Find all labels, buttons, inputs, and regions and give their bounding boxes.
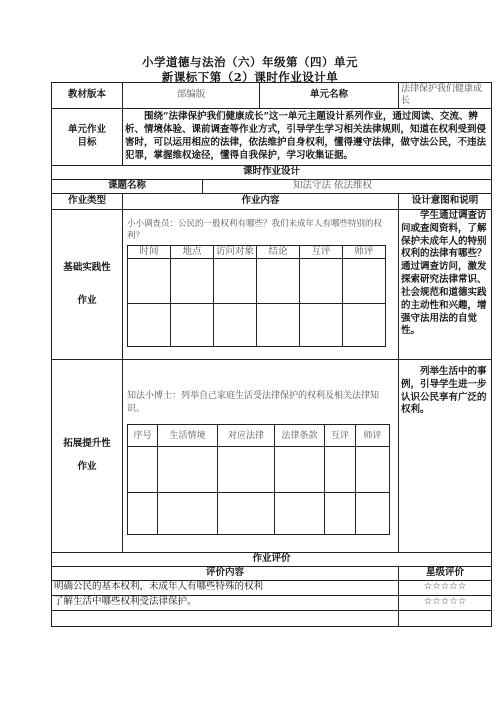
task1-cell[interactable] (171, 304, 214, 347)
task2-header-number: 序号 (128, 425, 158, 447)
task2-type-line2: 作业 (77, 461, 97, 472)
task2-type-line1: 拓展提升性 (63, 438, 111, 450)
textbook-value: 部编版 (123, 83, 260, 109)
task1-question: 小小调查员：公民的一般权利有哪些？我们未成年人有哪些特别的权利？ (127, 219, 383, 242)
document-subtitle: 新课标下第（2）课时作业设计单 (161, 70, 339, 84)
task2-header-peer-review: 互评 (325, 425, 356, 447)
task1-type-line2: 作业 (77, 294, 97, 306)
task1-header-interviewee: 访问对象 (214, 245, 257, 259)
task2-question: 知法小博士：列举自己家庭生活受法律保护的权利及相关法律知识。 (127, 391, 380, 415)
evaluation-row-2-stars[interactable]: ☆☆☆☆☆ (399, 595, 492, 610)
task2-cell[interactable] (158, 493, 218, 535)
task2-cell[interactable] (325, 447, 356, 493)
task1-cell[interactable] (214, 304, 257, 347)
task2-cell[interactable] (218, 447, 275, 493)
unit-name-value: 法律保护我们健康成长 (399, 83, 492, 109)
col-header-type: 作业类型 (52, 194, 123, 210)
task1-intent: 学生通过调查访问或查阅资料，了解保护未成年人的特别权利的法律有哪些？通过调查访问，激发探索研究法律常识、社会规范和道德实践的主动性和兴趣，增强守法用法的自觉性。 (399, 210, 492, 360)
task1-cell[interactable] (128, 259, 171, 304)
task2-rights-table (127, 424, 390, 535)
unit-goal-label-line1: 单元作业 (67, 124, 106, 136)
unit-name-label: 单元名称 (260, 83, 399, 109)
task2-cell[interactable] (356, 447, 390, 493)
task1-cell[interactable] (300, 259, 343, 304)
evaluation-col-content: 评价内容 (52, 567, 399, 581)
textbook-label: 教材版本 (52, 83, 123, 109)
task2-cell[interactable] (275, 447, 325, 493)
task1-header-teacher-review: 师评 (343, 245, 386, 259)
col-header-content: 作业内容 (123, 194, 399, 210)
task1-survey-table (127, 245, 386, 348)
task2-cell[interactable] (356, 493, 390, 535)
unit-goal-text: 围绕“法律保护我们健康成长”这一单元主题设计系列作业，通过阅读、交流、辨析、情境体验、课前调查等作业方式，引导学生学习相关法律规则，知道在权利受到侵害时，可以运用相应的法律，依法维护自身权利，懂得遵守法律，做守法公民，不违法犯罪，掌握维权途径，懂得自我保护，学习收集证据。 (123, 109, 492, 166)
task1-cell[interactable] (257, 259, 300, 304)
col-header-intent: 设计意图和说明 (399, 194, 492, 210)
document-title: 小学道德与法治（六）年级第（四）单元 (142, 55, 358, 69)
task2-cell[interactable] (218, 493, 275, 535)
task2-content (123, 360, 399, 553)
evaluation-row-1-content: 明确公民的基本权利，未成年人有哪些特殊的权利 (52, 580, 399, 595)
task1-header-peer-review: 互评 (300, 245, 343, 259)
unit-goal-label-line2: 目标 (77, 137, 97, 148)
lesson-section-title: 课时作业设计 (52, 166, 492, 180)
evaluation-row-empty (52, 610, 399, 626)
task2-cell[interactable] (325, 493, 356, 535)
task2-header-situation: 生活情境 (158, 425, 218, 447)
task1-cell[interactable] (128, 304, 171, 347)
task2-type (52, 360, 123, 553)
task1-header-place: 地点 (171, 245, 214, 259)
task2-cell[interactable] (128, 447, 158, 493)
task1-cell[interactable] (171, 259, 214, 304)
topic-value: 知法守法 依法维权 (203, 180, 492, 194)
evaluation-row-1-stars[interactable]: ☆☆☆☆☆ (399, 580, 492, 595)
task1-header-conclusion: 结论 (257, 245, 300, 259)
task1-cell[interactable] (343, 304, 386, 347)
evaluation-section-title: 作业评价 (52, 553, 492, 567)
evaluation-row-empty-stars (399, 610, 492, 626)
task1-header-time: 时间 (128, 245, 171, 259)
task2-header-law: 对应法律 (218, 425, 275, 447)
task2-cell[interactable] (158, 447, 218, 493)
task1-type-line1: 基础实践性 (63, 261, 111, 273)
topic-label: 课题名称 (52, 180, 203, 194)
task1-content (123, 210, 399, 360)
assignment-design-table (51, 82, 492, 627)
task1-cell[interactable] (214, 259, 257, 304)
task1-cell[interactable] (300, 304, 343, 347)
task2-header-teacher-review: 师评 (356, 425, 390, 447)
unit-goal-label (52, 109, 123, 166)
task1-cell[interactable] (343, 259, 386, 304)
task2-cell[interactable] (275, 493, 325, 535)
evaluation-col-stars: 星级评价 (399, 567, 492, 581)
task2-intent: 列举生活中的事例，引导学生进一步认识公民享有广泛的权利。 (399, 360, 492, 553)
task1-cell[interactable] (257, 304, 300, 347)
task1-type (52, 210, 123, 360)
task2-header-clause: 法律条款 (275, 425, 325, 447)
task2-cell[interactable] (128, 493, 158, 535)
evaluation-row-2-content: 了解生活中哪些权利受法律保护。 (52, 595, 399, 610)
